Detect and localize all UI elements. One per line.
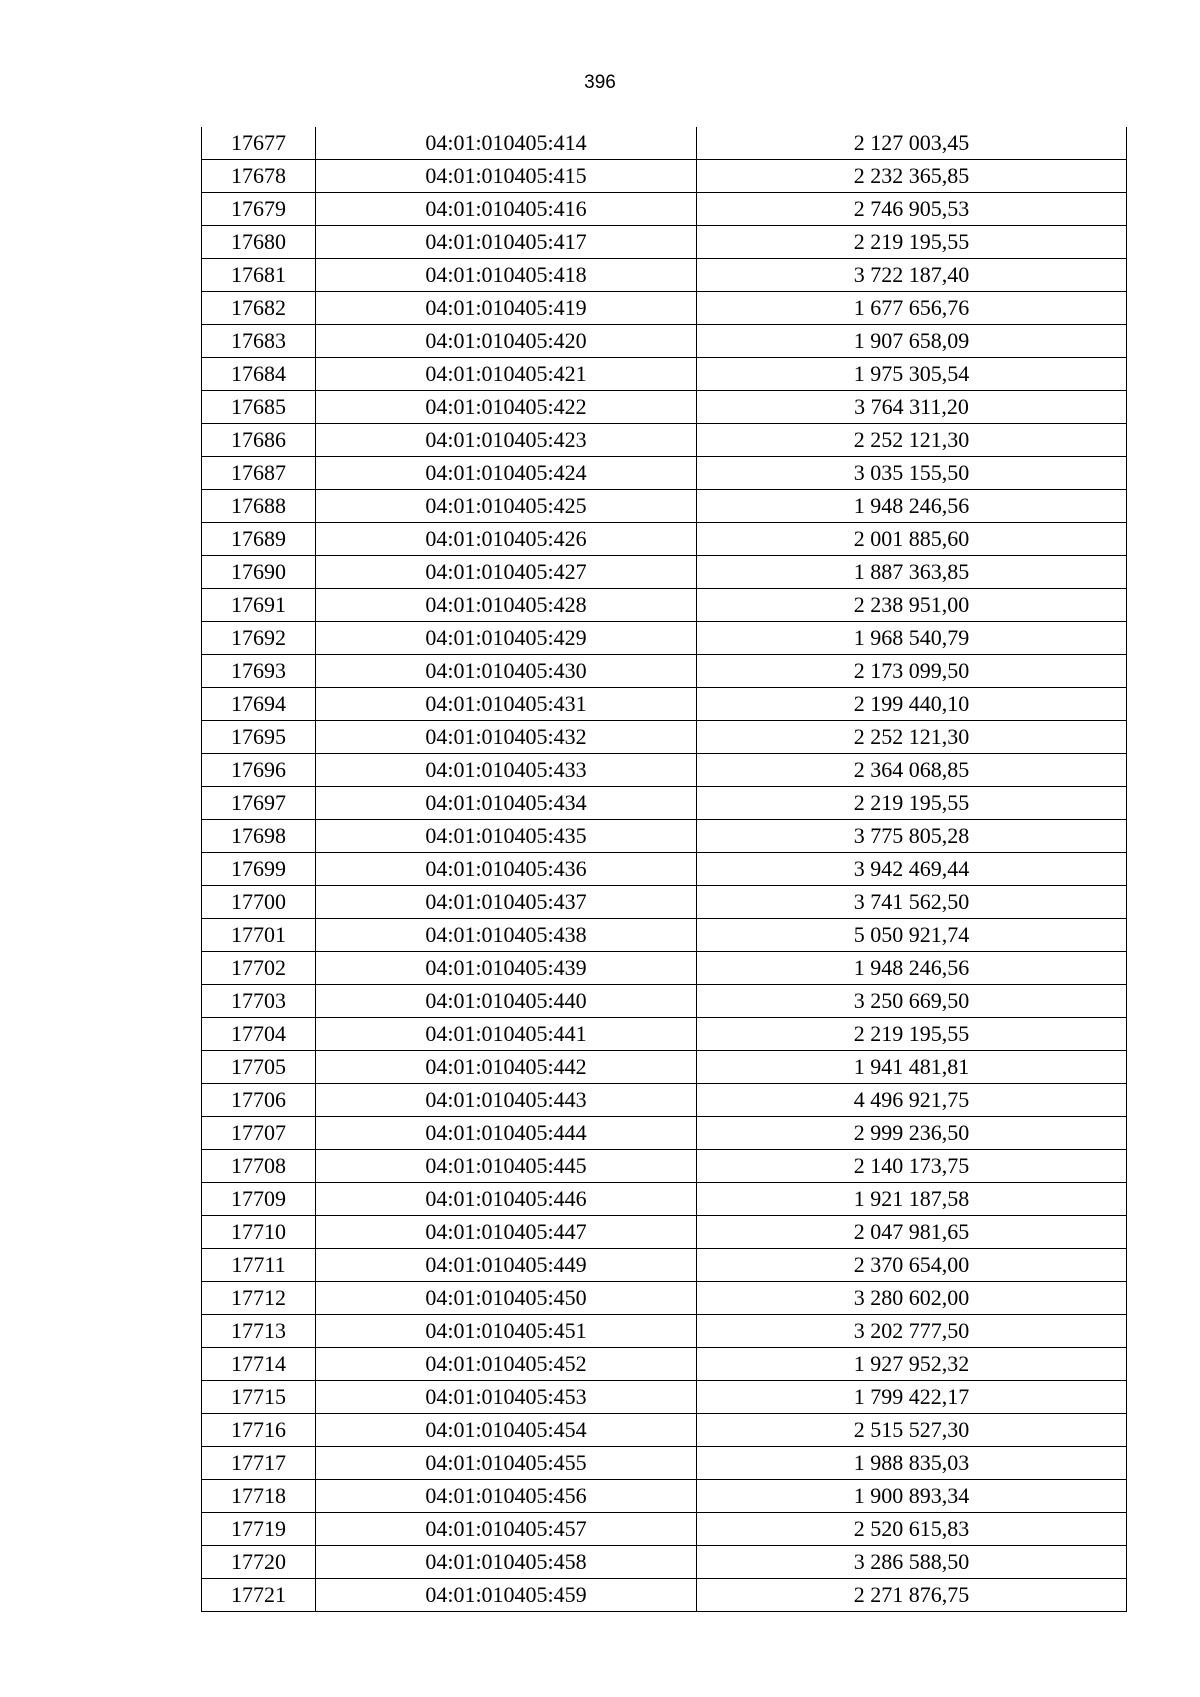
cadastral-value-cell: 1 948 246,56 (697, 952, 1127, 985)
table-body (202, 127, 1127, 1612)
table-row (202, 424, 1127, 457)
cadastral-number-cell: 04:01:010405:441 (316, 1018, 697, 1051)
cadastral-number-cell: 04:01:010405:437 (316, 886, 697, 919)
row-number-cell: 17696 (202, 754, 316, 787)
cadastral-value-cell: 1 975 305,54 (697, 358, 1127, 391)
table-row (202, 1513, 1127, 1546)
cadastral-value-cell: 1 968 540,79 (697, 622, 1127, 655)
cadastral-value-cell: 2 520 615,83 (697, 1513, 1127, 1546)
row-number-cell: 17687 (202, 457, 316, 490)
cadastral-number-cell: 04:01:010405:444 (316, 1117, 697, 1150)
cadastral-number-cell: 04:01:010405:434 (316, 787, 697, 820)
row-number-cell: 17697 (202, 787, 316, 820)
table-row (202, 985, 1127, 1018)
cadastral-number-cell: 04:01:010405:445 (316, 1150, 697, 1183)
table-row (202, 160, 1127, 193)
row-number-cell: 17689 (202, 523, 316, 556)
cadastral-value-cell: 1 900 893,34 (697, 1480, 1127, 1513)
table-row (202, 622, 1127, 655)
cadastral-number-cell: 04:01:010405:422 (316, 391, 697, 424)
cadastral-value-cell: 3 764 311,20 (697, 391, 1127, 424)
cadastral-value-cell: 1 799 422,17 (697, 1381, 1127, 1414)
cadastral-number-cell: 04:01:010405:453 (316, 1381, 697, 1414)
cadastral-value-cell: 4 496 921,75 (697, 1084, 1127, 1117)
table-row (202, 1051, 1127, 1084)
table-row (202, 358, 1127, 391)
row-number-cell: 17691 (202, 589, 316, 622)
table-row (202, 325, 1127, 358)
cadastral-value-cell: 2 370 654,00 (697, 1249, 1127, 1282)
cadastral-value-cell: 1 948 246,56 (697, 490, 1127, 523)
cadastral-value-cell: 2 515 527,30 (697, 1414, 1127, 1447)
table-row (202, 1249, 1127, 1282)
table-row (202, 1348, 1127, 1381)
cadastral-number-cell: 04:01:010405:459 (316, 1579, 697, 1612)
row-number-cell: 17685 (202, 391, 316, 424)
cadastral-number-cell: 04:01:010405:447 (316, 1216, 697, 1249)
row-number-cell: 17684 (202, 358, 316, 391)
cadastral-number-cell: 04:01:010405:436 (316, 853, 697, 886)
table-row (202, 754, 1127, 787)
table-row (202, 721, 1127, 754)
cadastral-number-cell: 04:01:010405:424 (316, 457, 697, 490)
table-row (202, 457, 1127, 490)
cadastral-value-cell: 3 035 155,50 (697, 457, 1127, 490)
cadastral-number-cell: 04:01:010405:414 (316, 127, 697, 160)
table-row (202, 1084, 1127, 1117)
table-row (202, 1183, 1127, 1216)
cadastral-number-cell: 04:01:010405:415 (316, 160, 697, 193)
cadastral-value-cell: 3 775 805,28 (697, 820, 1127, 853)
cadastral-value-cell: 3 741 562,50 (697, 886, 1127, 919)
row-number-cell: 17721 (202, 1579, 316, 1612)
cadastral-number-cell: 04:01:010405:416 (316, 193, 697, 226)
table-row (202, 193, 1127, 226)
cadastral-value-cell: 3 280 602,00 (697, 1282, 1127, 1315)
cadastral-value-cell: 1 941 481,81 (697, 1051, 1127, 1084)
cadastral-number-cell: 04:01:010405:429 (316, 622, 697, 655)
table-row (202, 1546, 1127, 1579)
row-number-cell: 17694 (202, 688, 316, 721)
row-number-cell: 17713 (202, 1315, 316, 1348)
cadastral-number-cell: 04:01:010405:450 (316, 1282, 697, 1315)
cadastral-number-cell: 04:01:010405:418 (316, 259, 697, 292)
table-row (202, 1381, 1127, 1414)
cadastral-number-cell: 04:01:010405:420 (316, 325, 697, 358)
cadastral-number-cell: 04:01:010405:449 (316, 1249, 697, 1282)
table-row (202, 1480, 1127, 1513)
cadastral-number-cell: 04:01:010405:432 (316, 721, 697, 754)
table-row (202, 886, 1127, 919)
table-row (202, 1447, 1127, 1480)
cadastral-value-cell: 5 050 921,74 (697, 919, 1127, 952)
row-number-cell: 17698 (202, 820, 316, 853)
cadastral-number-cell: 04:01:010405:426 (316, 523, 697, 556)
table-row (202, 1414, 1127, 1447)
row-number-cell: 17683 (202, 325, 316, 358)
cadastral-value-cell: 1 988 835,03 (697, 1447, 1127, 1480)
cadastral-value-cell: 2 271 876,75 (697, 1579, 1127, 1612)
cadastral-number-cell: 04:01:010405:425 (316, 490, 697, 523)
cadastral-value-cell: 2 199 440,10 (697, 688, 1127, 721)
cadastral-value-cell: 1 677 656,76 (697, 292, 1127, 325)
row-number-cell: 17693 (202, 655, 316, 688)
table-row (202, 1018, 1127, 1051)
table-row (202, 919, 1127, 952)
table-row (202, 490, 1127, 523)
cadastral-number-cell: 04:01:010405:430 (316, 655, 697, 688)
cadastral-number-cell: 04:01:010405:438 (316, 919, 697, 952)
table-row (202, 952, 1127, 985)
cadastral-value-cell: 3 250 669,50 (697, 985, 1127, 1018)
row-number-cell: 17682 (202, 292, 316, 325)
row-number-cell: 17720 (202, 1546, 316, 1579)
cadastral-value-cell: 2 252 121,30 (697, 424, 1127, 457)
cadastral-value-cell: 2 001 885,60 (697, 523, 1127, 556)
row-number-cell: 17699 (202, 853, 316, 886)
cadastral-value-cell: 2 127 003,45 (697, 127, 1127, 160)
row-number-cell: 17709 (202, 1183, 316, 1216)
cadastral-value-table (201, 127, 1127, 1612)
cadastral-number-cell: 04:01:010405:428 (316, 589, 697, 622)
table-row (202, 688, 1127, 721)
cadastral-value-cell: 2 219 195,55 (697, 226, 1127, 259)
cadastral-number-cell: 04:01:010405:435 (316, 820, 697, 853)
table-row (202, 820, 1127, 853)
cadastral-number-cell: 04:01:010405:419 (316, 292, 697, 325)
row-number-cell: 17708 (202, 1150, 316, 1183)
cadastral-value-cell: 2 232 365,85 (697, 160, 1127, 193)
cadastral-value-cell: 2 173 099,50 (697, 655, 1127, 688)
cadastral-value-cell: 2 364 068,85 (697, 754, 1127, 787)
cadastral-value-cell: 2 219 195,55 (697, 787, 1127, 820)
cadastral-number-cell: 04:01:010405:423 (316, 424, 697, 457)
row-number-cell: 17716 (202, 1414, 316, 1447)
table-row (202, 589, 1127, 622)
row-number-cell: 17711 (202, 1249, 316, 1282)
table-row (202, 556, 1127, 589)
row-number-cell: 17714 (202, 1348, 316, 1381)
table-row (202, 523, 1127, 556)
cadastral-number-cell: 04:01:010405:455 (316, 1447, 697, 1480)
table-row (202, 655, 1127, 688)
row-number-cell: 17719 (202, 1513, 316, 1546)
cadastral-number-cell: 04:01:010405:439 (316, 952, 697, 985)
row-number-cell: 17700 (202, 886, 316, 919)
row-number-cell: 17712 (202, 1282, 316, 1315)
table-row (202, 127, 1127, 160)
cadastral-value-cell: 1 921 187,58 (697, 1183, 1127, 1216)
cadastral-value-cell: 1 907 658,09 (697, 325, 1127, 358)
cadastral-value-cell: 2 999 236,50 (697, 1117, 1127, 1150)
table-row (202, 1216, 1127, 1249)
row-number-cell: 17702 (202, 952, 316, 985)
cadastral-value-cell: 3 286 588,50 (697, 1546, 1127, 1579)
row-number-cell: 17692 (202, 622, 316, 655)
cadastral-number-cell: 04:01:010405:431 (316, 688, 697, 721)
table-row (202, 853, 1127, 886)
cadastral-value-cell: 2 238 951,00 (697, 589, 1127, 622)
page-number: 396 (584, 72, 616, 93)
row-number-cell: 17706 (202, 1084, 316, 1117)
cadastral-value-cell: 2 140 173,75 (697, 1150, 1127, 1183)
row-number-cell: 17710 (202, 1216, 316, 1249)
row-number-cell: 17690 (202, 556, 316, 589)
row-number-cell: 17686 (202, 424, 316, 457)
row-number-cell: 17701 (202, 919, 316, 952)
cadastral-value-cell: 2 047 981,65 (697, 1216, 1127, 1249)
cadastral-value-cell: 2 746 905,53 (697, 193, 1127, 226)
table-row (202, 1150, 1127, 1183)
row-number-cell: 17695 (202, 721, 316, 754)
row-number-cell: 17718 (202, 1480, 316, 1513)
row-number-cell: 17680 (202, 226, 316, 259)
table-row (202, 1282, 1127, 1315)
row-number-cell: 17705 (202, 1051, 316, 1084)
cadastral-number-cell: 04:01:010405:442 (316, 1051, 697, 1084)
table-row (202, 226, 1127, 259)
cadastral-number-cell: 04:01:010405:452 (316, 1348, 697, 1381)
row-number-cell: 17677 (202, 127, 316, 160)
cadastral-value-cell: 3 722 187,40 (697, 259, 1127, 292)
cadastral-number-cell: 04:01:010405:443 (316, 1084, 697, 1117)
cadastral-number-cell: 04:01:010405:427 (316, 556, 697, 589)
table-row (202, 259, 1127, 292)
table-row (202, 1315, 1127, 1348)
row-number-cell: 17678 (202, 160, 316, 193)
cadastral-number-cell: 04:01:010405:417 (316, 226, 697, 259)
cadastral-number-cell: 04:01:010405:421 (316, 358, 697, 391)
row-number-cell: 17703 (202, 985, 316, 1018)
row-number-cell: 17707 (202, 1117, 316, 1150)
cadastral-value-cell: 1 887 363,85 (697, 556, 1127, 589)
cadastral-number-cell: 04:01:010405:451 (316, 1315, 697, 1348)
table-row (202, 1579, 1127, 1612)
row-number-cell: 17688 (202, 490, 316, 523)
cadastral-number-cell: 04:01:010405:458 (316, 1546, 697, 1579)
row-number-cell: 17681 (202, 259, 316, 292)
table-row (202, 391, 1127, 424)
table-row (202, 1117, 1127, 1150)
cadastral-value-cell: 1 927 952,32 (697, 1348, 1127, 1381)
row-number-cell: 17717 (202, 1447, 316, 1480)
table-row (202, 787, 1127, 820)
cadastral-value-cell: 2 219 195,55 (697, 1018, 1127, 1051)
row-number-cell: 17679 (202, 193, 316, 226)
row-number-cell: 17704 (202, 1018, 316, 1051)
cadastral-number-cell: 04:01:010405:440 (316, 985, 697, 1018)
cadastral-number-cell: 04:01:010405:433 (316, 754, 697, 787)
cadastral-value-cell: 2 252 121,30 (697, 721, 1127, 754)
cadastral-number-cell: 04:01:010405:457 (316, 1513, 697, 1546)
row-number-cell: 17715 (202, 1381, 316, 1414)
cadastral-value-cell: 3 942 469,44 (697, 853, 1127, 886)
table-row (202, 292, 1127, 325)
cadastral-value-cell: 3 202 777,50 (697, 1315, 1127, 1348)
cadastral-number-cell: 04:01:010405:446 (316, 1183, 697, 1216)
cadastral-number-cell: 04:01:010405:456 (316, 1480, 697, 1513)
cadastral-number-cell: 04:01:010405:454 (316, 1414, 697, 1447)
